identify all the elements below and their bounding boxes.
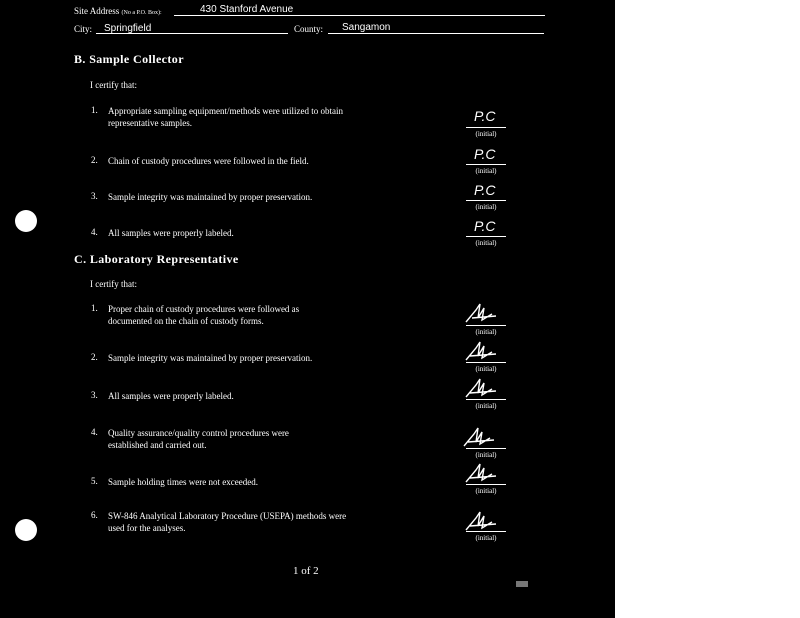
page-number: 1 of 2 (293, 565, 319, 577)
initials-line (466, 236, 506, 237)
section-c-title: C. Laboratory Representative (74, 252, 239, 266)
initials-line (466, 325, 506, 326)
section-b-item-text: Appropriate sampling equipment/methods were utilized to obtain representative samples. (108, 106, 343, 128)
section-b-item-text: Chain of custody procedures were followed in the field. (108, 156, 309, 166)
initial-label: (initial) (475, 328, 497, 336)
section-c-item-number: 2. (91, 352, 98, 362)
initial-label: (initial) (475, 239, 497, 247)
initial-label: (initial) (475, 130, 497, 138)
section-c-item-text: Sample holding times were not exceeded. (108, 477, 258, 487)
initial-label: (initial) (475, 365, 497, 373)
scan-stamp (516, 581, 528, 587)
initials-line (466, 448, 506, 449)
section-c-item-text: SW-846 Analytical Laboratory Procedure (USEPA) methods were used for the analyses. (108, 511, 347, 533)
section-c-item-number: 6. (91, 510, 98, 520)
county-value: Sangamon (342, 22, 391, 33)
initial-label: (initial) (475, 402, 497, 410)
initials-signature (462, 338, 508, 364)
section-b-certify: I certify that: (90, 80, 137, 90)
initials-line (466, 127, 506, 128)
initial-label: (initial) (475, 167, 497, 175)
initial-label: (initial) (475, 534, 497, 542)
section-c-item-text: Proper chain of custody procedures were followed as documented on the chain of custody forms. (108, 304, 300, 326)
city-label: City: (74, 24, 93, 34)
section-b-item-text: Sample integrity was maintained by proper preservation. (108, 192, 313, 202)
initials-line (466, 399, 506, 400)
section-c-item-text: All samples were properly labeled. (108, 391, 234, 401)
section-b-item-number: 4. (91, 227, 98, 237)
punch-hole-top (15, 210, 37, 232)
section-b-item-number: 3. (91, 191, 98, 201)
initials-signature (460, 424, 506, 450)
section-b-title: B. Sample Collector (74, 52, 184, 66)
punch-hole-bottom (15, 519, 37, 541)
section-b-item-number: 1. (91, 105, 98, 115)
section-b-item-number: 2. (91, 155, 98, 165)
site-address-underline (174, 15, 545, 16)
city-underline (96, 33, 288, 34)
section-c-item-text: Sample integrity was maintained by proper preservation. (108, 353, 313, 363)
initials-line (466, 362, 506, 363)
initials-signature (462, 460, 508, 486)
city-value: Springfield (104, 23, 152, 34)
initials-line (466, 200, 506, 201)
section-c-item-number: 4. (91, 427, 98, 437)
section-c-item-text: Quality assurance/quality control procedures were established and carried out. (108, 428, 289, 450)
site-address-label: Site Address (No a P.O. Box): (74, 6, 162, 16)
initials-line (466, 484, 506, 485)
initials-line (466, 531, 506, 532)
site-address-value: 430 Stanford Avenue (200, 4, 294, 15)
section-c-item-number: 3. (91, 390, 98, 400)
initials-handwriting: P.C (474, 146, 496, 162)
section-c-item-number: 5. (91, 476, 98, 486)
initials-signature (462, 375, 508, 401)
initials-handwriting: P.C (474, 218, 496, 234)
initial-label: (initial) (475, 451, 497, 459)
site-address-note: (No a P.O. Box): (121, 10, 162, 16)
county-label: County: (294, 24, 324, 34)
initial-label: (initial) (475, 203, 497, 211)
section-c-certify: I certify that: (90, 279, 137, 289)
initial-label: (initial) (475, 487, 497, 495)
county-underline (328, 33, 544, 34)
initials-line (466, 164, 506, 165)
initials-handwriting: P.C (474, 108, 496, 124)
initials-signature (462, 300, 508, 326)
section-b-item-text: All samples were properly labeled. (108, 228, 234, 238)
section-c-item-number: 1. (91, 303, 98, 313)
initials-handwriting: P.C (474, 182, 496, 198)
